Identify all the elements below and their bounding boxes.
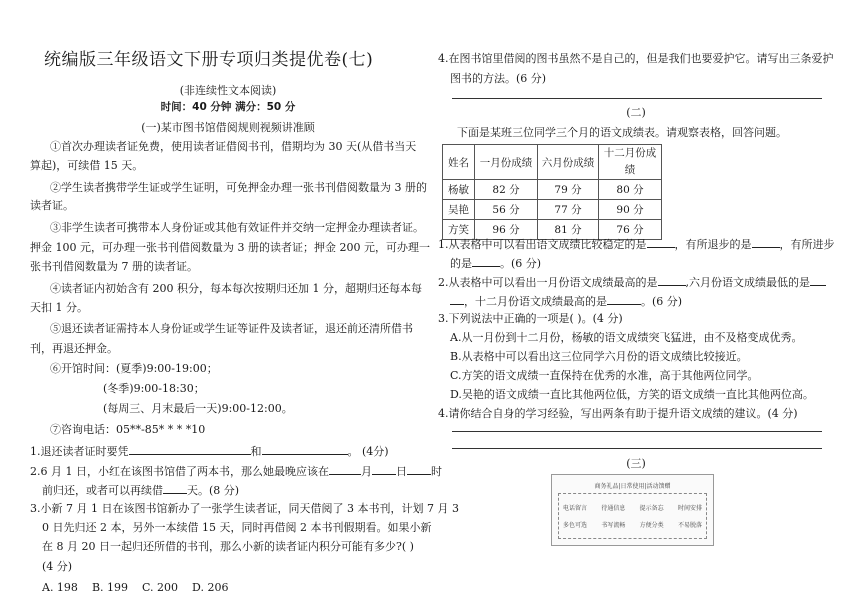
- table-cell: 76 分: [599, 220, 662, 240]
- s2-option-c[interactable]: C.方笑的语文成绩一直保持在优秀的水准，高于其他两位同学。: [450, 369, 759, 382]
- table-header-row: [443, 145, 662, 180]
- s2-question-1-line2: 的是 。(6 分): [450, 257, 542, 270]
- section2-intro: 下面是某班三位同学三个月的语文成绩表。请观察表格，回答问题。: [457, 126, 787, 139]
- question-3-line: 在 8 月 20 日一起归还所借的书刊，那么小新的读者证内积分可能有多少?( ): [42, 540, 414, 553]
- answer-blank[interactable]: [647, 236, 675, 248]
- table-cell: 方笑: [443, 220, 475, 240]
- feature-row: 多色可选 书写流畅 方便分类 不易脱落: [563, 522, 702, 529]
- rule-line: 天扣 1 分。: [30, 301, 88, 314]
- question-3-line: 0 日先归还 2 本，另外一本续借 15 天，同时再借阅 2 本书刊假期看。如果小新: [42, 521, 432, 534]
- question-2-line2: 前归还，或者可以再续借 天。(8 分): [42, 484, 240, 497]
- table-cell: 96 分: [475, 220, 538, 240]
- table-cell: 56 分: [475, 200, 538, 220]
- answer-line[interactable]: [452, 448, 822, 449]
- rule-line: ⑥开馆时间：(夏季)9:00-19:00；: [50, 362, 218, 375]
- answer-blank[interactable]: [262, 443, 348, 455]
- rule-line: (冬季)9:00-18:30；: [103, 382, 205, 395]
- table-cell: 82 分: [475, 180, 538, 200]
- table-row: [443, 200, 662, 220]
- page-title: 统编版三年级语文下册专项归类提优卷(七): [44, 50, 374, 70]
- table-cell: 90 分: [599, 200, 662, 220]
- question-1: 1.退还读者证时要凭 和 。 (4分): [30, 445, 389, 458]
- table-row: [443, 180, 662, 200]
- answer-blank[interactable]: [129, 443, 251, 455]
- option-a[interactable]: A. 198: [42, 581, 78, 594]
- answer-blank[interactable]: [810, 274, 826, 286]
- s2-question-4: 4.请你结合自身的学习经验，写出两条有助于提升语文成绩的建议。(4 分): [438, 407, 798, 420]
- answer-blank[interactable]: [658, 274, 686, 286]
- option-b[interactable]: B. 199: [91, 581, 129, 594]
- s2-question-2-line2: ，十二月份语文成绩最高的是 。(6 分): [450, 293, 682, 308]
- s2-question-2: 2.从表格中可以看出一月份语文成绩最高的是 ,六月份语文成绩最低的是: [438, 274, 826, 289]
- question-3-line: 3.小新 7 月 1 日在该图书馆新办了一张学生读者证，同天借阅了 3 本书刊，计划 7 月 3: [30, 502, 459, 515]
- table-cell: 杨敏: [443, 180, 475, 200]
- table-cell: 77 分: [538, 200, 599, 220]
- time-score: 时间：40 分钟 满分：50 分: [160, 101, 296, 113]
- answer-blank[interactable]: [752, 236, 780, 248]
- answer-blank[interactable]: [163, 482, 187, 494]
- rule-line: 押金 100 元，可办理一张书刊借阅数量为 3 册的读者证；押金 200 元，可办理一: [30, 241, 430, 254]
- sticky-note-product-image: [551, 474, 714, 546]
- table-cell: 80 分: [599, 180, 662, 200]
- table-cell: 吴艳: [443, 200, 475, 220]
- table-cell: 79 分: [538, 180, 599, 200]
- table-header: 十二月份成 绩: [599, 145, 662, 180]
- option-d[interactable]: D. 206: [192, 581, 229, 594]
- product-headline: 商务礼品|日常使用|活动馈赠: [594, 483, 671, 490]
- rule-line: (每周三、月末最后一天)9:00-12:00。: [103, 402, 293, 415]
- section1-title: (一)某市图书馆借阅规则视频讲准顾: [141, 121, 315, 134]
- s2-question-3: 3.下列说法中正确的一项是( )。(4 分): [438, 312, 623, 325]
- answer-blank[interactable]: [607, 293, 641, 305]
- rule-line: 读者证。: [30, 199, 74, 212]
- rule-line: 张书刊借阅数量为 7 册的读者证。: [30, 260, 198, 273]
- question-2: 2.6 月 1 日，小红在该图书馆借了两本书，那么她最晚应该在 月 日 时: [30, 465, 442, 478]
- question-3-line: (4 分): [42, 560, 73, 573]
- rule-line: 刊，再退还押金。: [30, 342, 118, 355]
- answer-blank[interactable]: [372, 463, 396, 475]
- rule-line: ④读者证内初始含有 200 积分，每本每次按期归还加 1 分，超期归还每本每: [50, 282, 422, 295]
- answer-line[interactable]: [452, 431, 822, 432]
- table-header: 六月份成绩: [538, 145, 599, 180]
- question-3-options: [42, 581, 228, 594]
- table-header: 一月份成绩: [475, 145, 538, 180]
- rule-line: ③非学生读者可携带本人身份证或其他有效证件并交纳一定押金办理读者证。: [50, 221, 424, 234]
- score-table: [442, 144, 662, 240]
- question-4-line: 图书的方法。(6 分): [450, 72, 547, 85]
- question-4-line: 4.在图书馆里借阅的图书虽然不是自己的，但是我们也要爱护它。请写出三条爱护: [438, 52, 834, 65]
- answer-blank[interactable]: [407, 463, 431, 475]
- answer-blank[interactable]: [329, 463, 361, 475]
- option-c[interactable]: C. 200: [142, 581, 179, 594]
- rule-line: ①首次办理读者证免费，使用读者证借阅书刊，借期均为 30 天(从借书当天: [50, 140, 417, 153]
- table-cell: 81 分: [538, 220, 599, 240]
- answer-line[interactable]: [452, 98, 822, 99]
- table-header: 姓名: [443, 145, 475, 180]
- feature-row: 电话留言 待通信息 提示备忘 时间安排: [563, 505, 702, 512]
- answer-blank[interactable]: [450, 293, 464, 305]
- s2-option-a[interactable]: A.从一月份到十二月份，杨敏的语文成绩突飞猛进，由不及格变成优秀。: [450, 331, 803, 344]
- s2-option-d[interactable]: D.吴艳的语文成绩一直比其他两位低，方笑的语文成绩一直比其他两位高。: [450, 388, 814, 401]
- page-subtitle: (非连续性文本阅读): [179, 84, 277, 97]
- s2-option-b[interactable]: B.从表格中可以看出这三位同学六月份的语文成绩比较接近。: [450, 350, 748, 363]
- rule-line: 算起)，可续借 15 天。: [30, 159, 144, 172]
- rule-line: ②学生读者携带学生证或学生证明，可免押金办理一张书刊借阅数量为 3 册的: [50, 181, 427, 194]
- section2-title: (二): [626, 106, 646, 119]
- rule-line: ⑤退还读者证需持本人身份证或学生证等证件及读者证，退还前还清所借书: [50, 322, 413, 335]
- answer-blank[interactable]: [472, 255, 500, 267]
- rule-line: ⑦咨询电话：05**-85* * * *10: [50, 423, 206, 436]
- section3-title: (三): [626, 457, 646, 470]
- s2-question-1: 1.从表格中可以看出语文成绩比较稳定的是 ，有所退步的是 ，有所进步: [438, 238, 835, 251]
- product-feature-box: [558, 493, 707, 539]
